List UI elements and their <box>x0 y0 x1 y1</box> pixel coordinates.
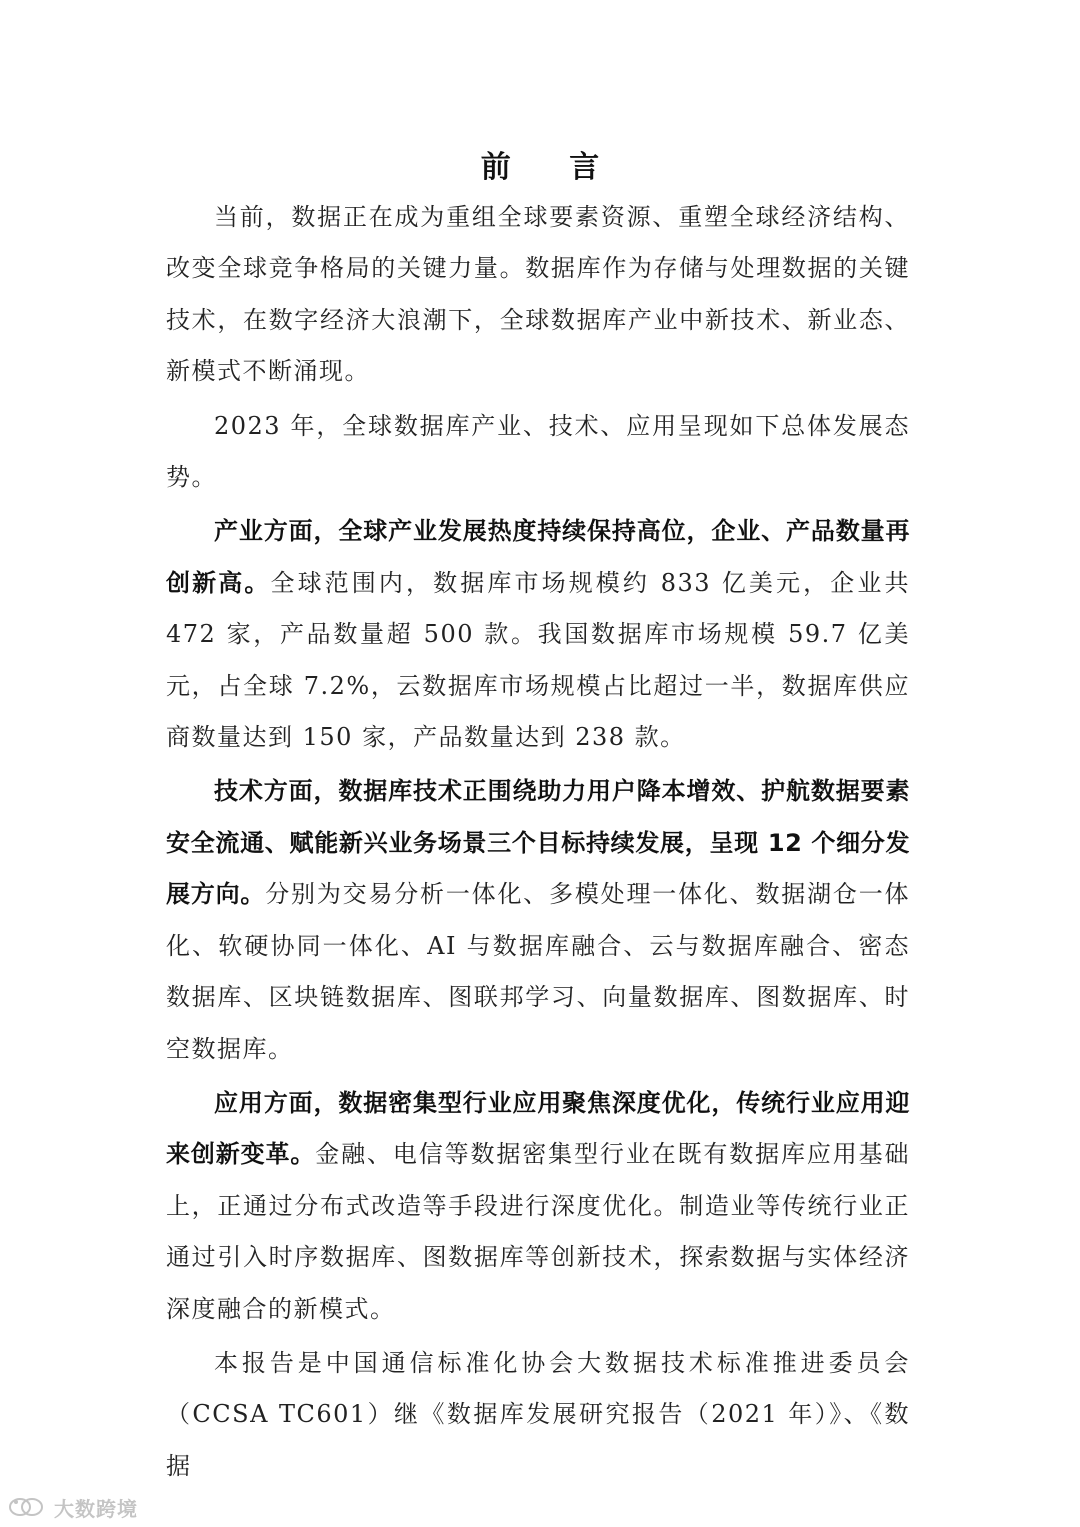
body-text <box>166 192 910 1495</box>
dashuju-logo-icon <box>8 1496 48 1518</box>
paragraph-industry <box>166 506 910 763</box>
paragraph-application <box>166 1078 910 1335</box>
paragraph-text: 当前，数据正在成为重组全球要素资源、重塑全球经济结构、改变全球竞争格局的关键力量。数据库作为存储与处理数据的关键技术，在数字经济大浪潮下，全球数据库产业中新技术、新业态、新模式不断涌现。 <box>166 203 910 386</box>
paragraph-lead: 技术方面，数据库技术正围绕助力用户降本增效、护航数据要素安全流通、赋能新兴业务场景三个目标持续发展，呈现 12 个细分发展方向。 <box>166 777 910 909</box>
paragraph-report <box>166 1338 910 1492</box>
paragraph-lead: 应用方面，数据密集型行业应用聚焦深度优化，传统行业应用迎来创新变革。 <box>166 1088 910 1169</box>
paragraph-text: 本报告是中国通信标准化协会大数据技术标准推进委员会（CCSA TC601）继《数据库发展研究报告（2021 年）》、《数据 <box>166 1348 910 1480</box>
paragraph-text: 全球范围内，数据库市场规模约 833 亿美元，企业共 472 家，产品数量超 500 款。我国数据库市场规模 59.7 亿美元，占全球 7.2%，云数据库市场规模占比超过一半，数据库供应商数量达到 150 家，产品数量达到 238 款。 <box>166 568 910 752</box>
paragraph-text: 金融、电信等数据密集型行业在既有数据库应用基础上，正通过分布式改造等手段进行深度优化。制造业等传统行业正通过引入时序数据库、图数据库等创新技术，探索数据与实体经济深度融合的新模式。 <box>166 1140 910 1323</box>
paragraph-text: 分别为交易分析一体化、多模处理一体化、数据湖仓一体化、软硬协同一体化、AI 与数据库融合、云与数据库融合、密态数据库、区块链数据库、图联邦学习、向量数据库、图数据库、时空数据库。 <box>166 880 911 1063</box>
paragraph-intro <box>166 192 910 398</box>
watermark-text: 大数跨境 <box>54 1496 138 1521</box>
paragraph-text: 2023 年，全球数据库产业、技术、应用呈现如下总体发展态势。 <box>166 411 910 492</box>
watermark <box>8 1492 138 1522</box>
page-title: 前 言 <box>480 150 624 185</box>
paragraph-overview <box>166 401 910 504</box>
paragraph-lead: 产业方面，全球产业发展热度持续保持高位，企业、产品数量再创新高。 <box>166 517 910 597</box>
paragraph-technology <box>166 766 910 1074</box>
